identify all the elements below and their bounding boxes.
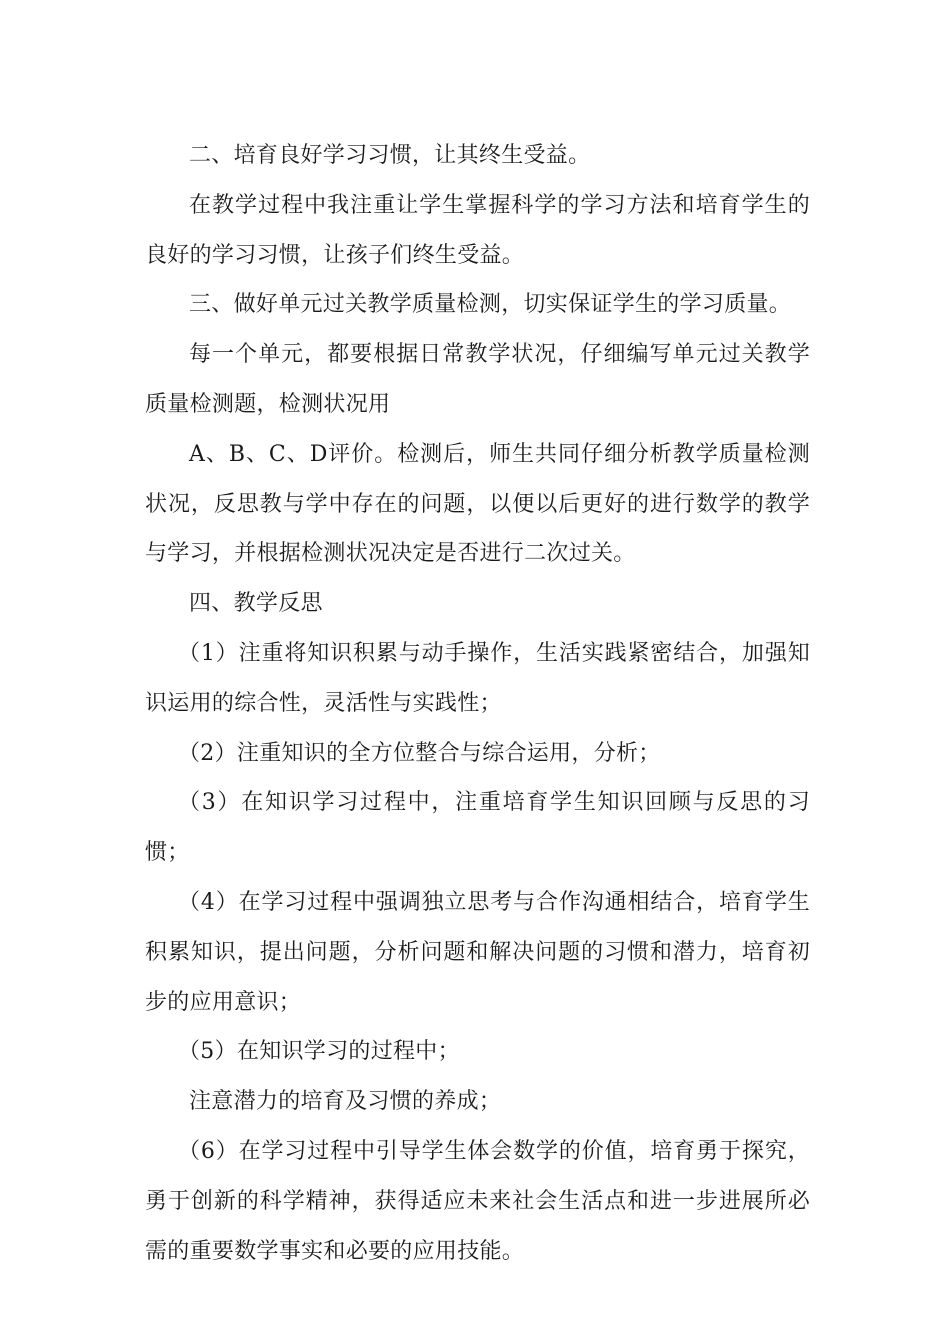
paragraph: 在教学过程中我注重让学生掌握科学的学习方法和培育学生的良好的学习习惯，让孩子们终生受益。: [145, 192, 810, 268]
paragraph: A、B、C、D评价。检测后，师生共同仔细分析教学质量检测状况，反思教与学中存在的问题，以便以后更好的进行数学的教学与学习，并根据检测状况决定是否进行二次过关。: [145, 441, 810, 567]
section-heading-3: 三、做好单元过关教学质量检测，切实保证学生的学习质量。: [189, 292, 792, 318]
list-item-6: （6）在学习过程中引导学生体会数学的价值，培育勇于探究，勇于创新的科学精神，获得适应未来社会生活点和进一步进展所必需的重要数学事实和必要的应用技能。: [145, 1138, 810, 1264]
list-item-4: （4）在学习过程中强调独立思考与合作沟通相结合，培育学生积累知识，提出问题，分析问题和解决问题的习惯和潜力，培育初步的应用意识；: [145, 889, 810, 1015]
list-item-1: （1）注重将知识积累与动手操作，生活实践紧密结合，加强知识运用的综合性，灵活性与实践性；: [145, 640, 810, 716]
list-item-5: （5）在知识学习的过程中；: [178, 1039, 460, 1065]
list-item-3: （3）在知识学习过程中，注重培育学生知识回顾与反思的习惯；: [145, 790, 810, 866]
section-heading-4: 四、教学反思: [189, 591, 323, 617]
paragraph: 每一个单元，都要根据日常教学状况，仔细编写单元过关教学质量检测题，检测状况用: [145, 342, 810, 417]
document-body: [145, 131, 810, 1276]
paragraph: 注意潜力的培育及习惯的养成；: [189, 1089, 502, 1115]
list-item-2: （2）注重知识的全方位整合与综合运用，分析；: [178, 740, 661, 766]
section-heading-2: 二、培育良好学习习惯，让其终生受益。: [189, 143, 591, 168]
